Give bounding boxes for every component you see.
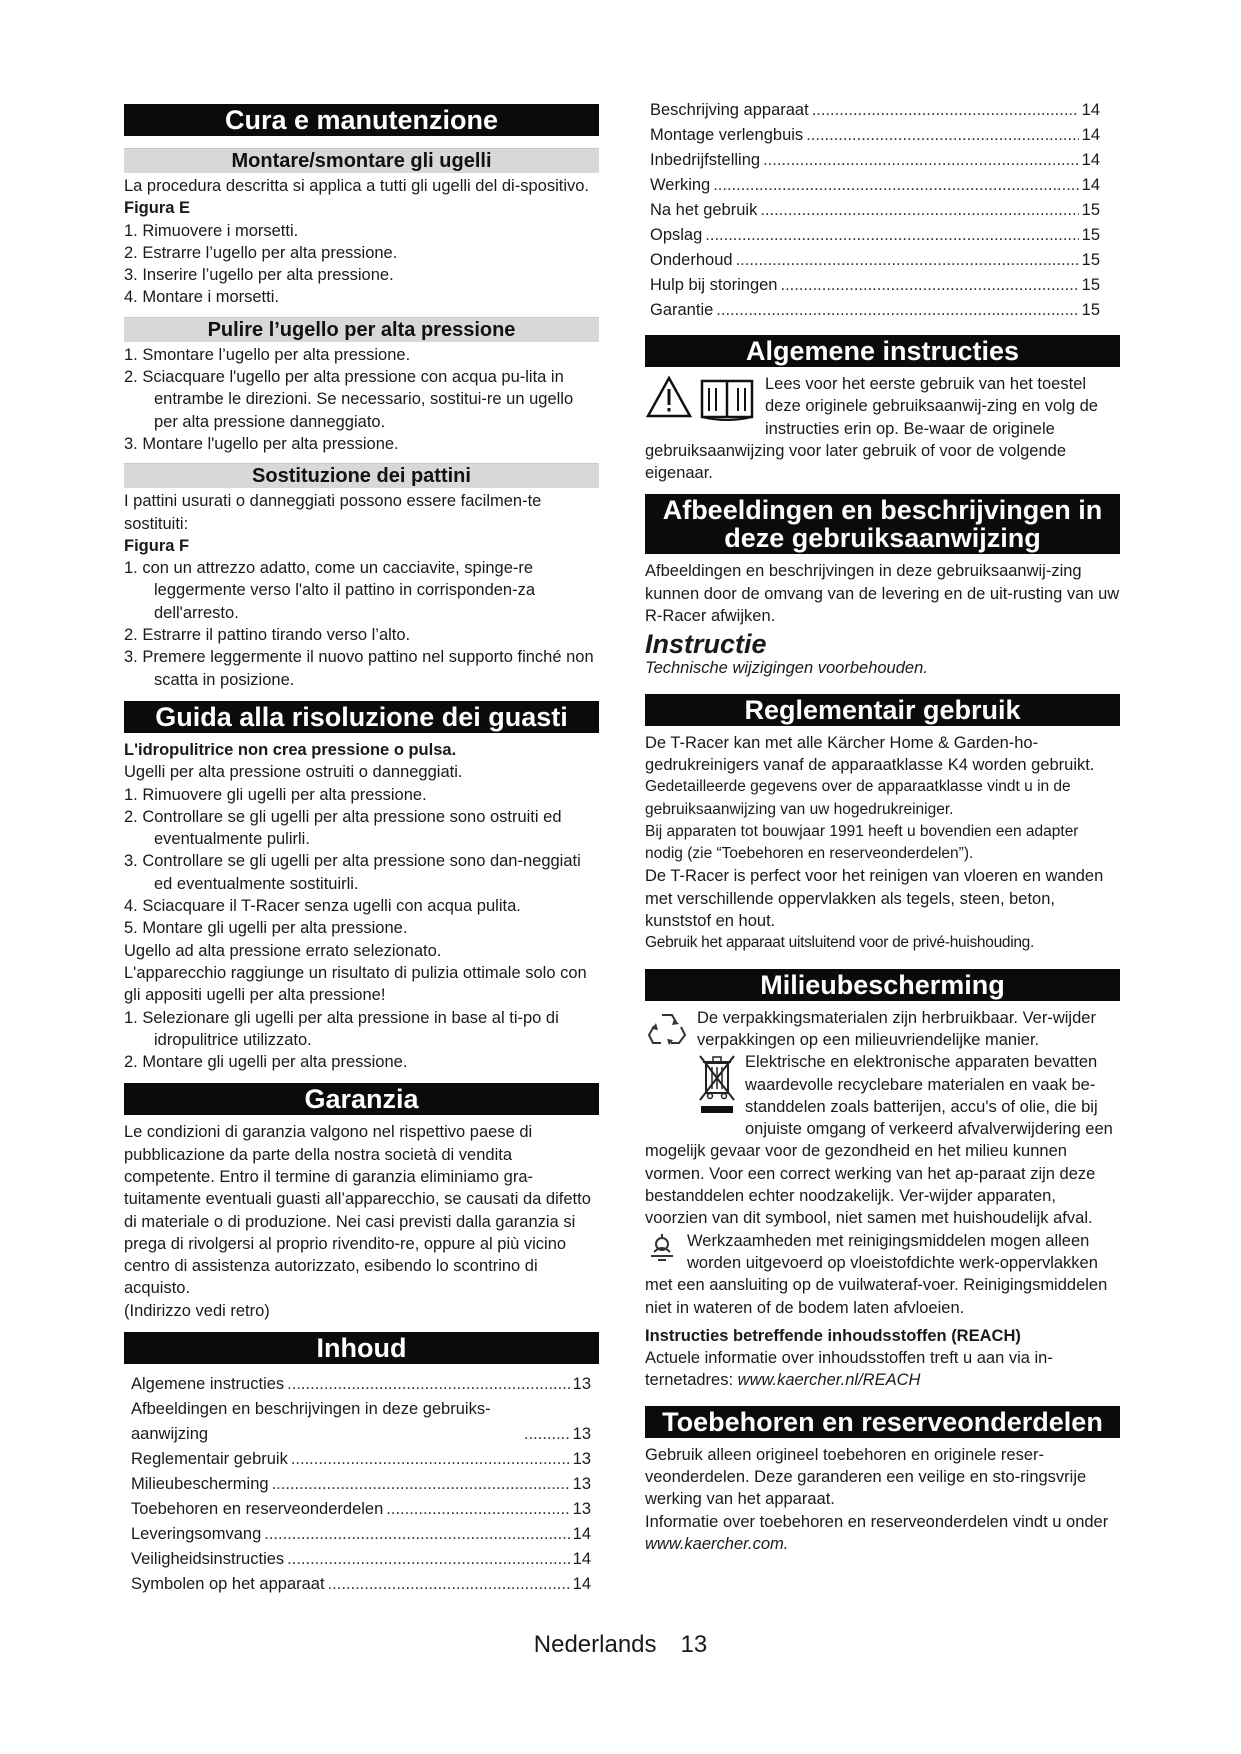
- toc-row[interactable]: [650, 198, 1100, 223]
- toc-row[interactable]: [650, 223, 1100, 248]
- reglementair-text-5: Gebruik het apparaat uitsluitend voor de privé-huishouding.: [645, 934, 1035, 952]
- toc-title: Werking: [650, 176, 711, 194]
- guida-cause-1: Ugelli per alta pressione ostruiti o danneggiati.: [124, 763, 463, 782]
- toc-page: 14: [1081, 176, 1100, 194]
- toc-title: Montage verlengbuis: [650, 126, 804, 144]
- footer-language: Nederlands: [533, 1631, 657, 1658]
- toc-leader: [716, 298, 1078, 323]
- algemene-block: [645, 373, 1120, 484]
- section-title-garanzia: Garanzia: [124, 1083, 599, 1115]
- toc-row[interactable]: [131, 1447, 591, 1472]
- toc-row[interactable]: [650, 148, 1100, 173]
- list-item: 4. Sciacquare il T-Racer senza ugelli con acqua pulita.: [124, 897, 521, 916]
- section-title-reglementair: Reglementair gebruik: [645, 694, 1120, 726]
- milieu-recycle-block: [645, 1007, 1120, 1052]
- montare-steps: [124, 220, 599, 309]
- toc-leader: [328, 1572, 570, 1597]
- list-item: 1. con un attrezzo adatto, come un cacciavite, spinge-re leggermente verso l'alto il pattino in corrisponden-za dell'arresto.: [124, 559, 536, 622]
- list-item: 2. Controllare se gli ugelli per alta pressione sono ostruiti ed eventualmente pulirli.: [124, 807, 562, 849]
- toc-row[interactable]: [131, 1547, 591, 1572]
- toc-title: Opslag: [650, 226, 703, 244]
- list-item: 1. Rimuovere i morsetti.: [124, 221, 299, 240]
- toc-leader: [386, 1497, 569, 1522]
- toebehoren-link[interactable]: www.kaercher.com.: [645, 1534, 789, 1553]
- guida-text-2: L'apparecchio raggiunge un risultato di pulizia ottimale solo con gli appositi ugelli per alta pressione!: [124, 963, 587, 1005]
- toc-page: 14: [1081, 126, 1100, 144]
- toc-page: 15: [1081, 301, 1100, 319]
- guida-cause-2: Ugello ad alta pressione errato selezionato.: [124, 941, 442, 960]
- toc-row[interactable]: [650, 98, 1100, 123]
- pattini-figure-label: Figura F: [124, 536, 190, 555]
- toc-page: 14: [1081, 151, 1100, 169]
- section-title-guida: Guida alla risoluzione dei guasti: [124, 701, 599, 733]
- toc-page: 15: [1081, 251, 1100, 269]
- garanzia-text: Le condizioni di garanzia valgono nel rispettivo paese di pubblicazione da parte della nostra società di vendita competente. Entro il termine di garanzia eliminiamo gra-tuitamente eventuali guasti all’apparecchio, se causati da difetto di materiale o di produzione. Nei casi previsti dalla garanzia si prega di rivolgersi al proprio rivendito-re, oppure al più vicino centro di assistenza autorizzato, esibendo lo scontrino di acquisto.: [124, 1123, 591, 1298]
- toc-leader: [287, 1372, 569, 1397]
- section-title-inhoud: Inhoud: [124, 1332, 599, 1364]
- page-footer: [0, 1631, 1241, 1659]
- toc-row[interactable]: [650, 123, 1100, 148]
- warning-icon: [645, 375, 693, 424]
- list-item: 2. Sciacquare l'ugello per alta pressione con acqua pu-lita in entrambe le direzioni. Se necessario, sostitui-re un ugello per alta pressione danneggiato.: [124, 368, 574, 431]
- milieu-oil-block: [645, 1230, 1120, 1319]
- toc-leader: [806, 123, 1078, 148]
- list-item: 2. Estrarre l’ugello per alta pressione.: [124, 243, 398, 262]
- toc-page: 13: [572, 1475, 591, 1494]
- toc-row[interactable]: [650, 173, 1100, 198]
- reach-text: Actuele informatie over inhoudsstoffen treft u aan via in-ternetadres:: [645, 1349, 1053, 1390]
- milieu-weee-block: [645, 1051, 1120, 1229]
- toc-page: 13: [572, 1425, 591, 1444]
- section-title-toebehoren: Toebehoren en reserveonderdelen: [645, 1406, 1120, 1438]
- toc-leader: [713, 173, 1078, 198]
- toc-row[interactable]: [131, 1572, 591, 1597]
- toc-page: 15: [1081, 226, 1100, 244]
- toc-page: 13: [572, 1500, 591, 1519]
- list-item: 1. Selezionare gli ugelli per alta pressione in base al ti-po di idropulitrice utilizzato.: [124, 1008, 559, 1049]
- list-item: 1. Rimuovere gli ugelli per alta pressione.: [124, 785, 427, 804]
- toc-row[interactable]: [650, 298, 1100, 323]
- right-column: [645, 101, 1120, 1555]
- toc-row[interactable]: [131, 1397, 591, 1447]
- toc-leader: [736, 248, 1079, 273]
- toc-title: Onderhoud: [650, 251, 733, 269]
- page-number: 13: [680, 1631, 708, 1658]
- milieu-text-3: Werkzaamheden met reinigingsmiddelen mogen alleen worden uitgevoerd op vloeistofdichte werk-oppervlakken met een aansluiting op de vuilwateraf-voer. Reinigingsmiddelen niet in wateren of de bodem laten afvloeien.: [645, 1231, 1108, 1317]
- toc-page: 14: [572, 1550, 591, 1569]
- guida-steps-1: [124, 784, 599, 940]
- toc-page: 13: [572, 1450, 591, 1469]
- toc-row[interactable]: [131, 1522, 591, 1547]
- toc-title: Veiligheidsinstructies: [131, 1550, 285, 1569]
- instructie-text: Technische wijzigingen voorbehouden.: [645, 659, 928, 678]
- reach-paragraph: [645, 1347, 1120, 1392]
- toc-title: Afbeeldingen en beschrijvingen in deze gebruiks-aanwijzing: [131, 1400, 491, 1444]
- guida-problem: L'idropulitrice non crea pressione o pulsa.: [124, 740, 457, 759]
- list-item: 3. Montare l'ugello per alta pressione.: [124, 434, 399, 453]
- table-of-contents-right: [645, 98, 1120, 323]
- toebehoren-text-1: Gebruik alleen origineel toebehoren en originele reser-veonderdelen. Deze garanderen een veilige en sto-ringsvrije werking van het apparaat.: [645, 1445, 1087, 1509]
- toc-page: 14: [572, 1525, 591, 1544]
- toc-leader: [812, 98, 1079, 123]
- reglementair-text-4: De T-Racer is perfect voor het reinigen van vloeren en wanden met verschillende oppervlakken als tegels, steen, beton, kunststof en hout.: [645, 867, 1104, 931]
- toc-title: Symbolen op het apparaat: [131, 1575, 325, 1594]
- section-title-milieu: Milieubescherming: [645, 969, 1120, 1001]
- oil-drop-icon: [645, 1232, 679, 1271]
- toc-row[interactable]: [650, 273, 1100, 298]
- list-item: 3. Premere leggermente il nuovo pattino nel supporto finché non scatta in posizione.: [124, 648, 594, 689]
- toc-title: Milieubescherming: [131, 1475, 269, 1494]
- toc-title: Beschrijving apparaat: [650, 101, 809, 119]
- garanzia-address: (Indirizzo vedi retro): [124, 1301, 270, 1320]
- afbeeldingen-text: Afbeeldingen en beschrijvingen in deze gebruiksaanwij-zing kunnen door de omvang van de levering en de uit-rusting van uw R-Racer afwijken.: [645, 562, 1120, 626]
- pattini-steps: [124, 557, 599, 691]
- pattini-intro: I pattini usurati o danneggiati possono essere facilmen-te sostituiti:: [124, 492, 542, 533]
- toc-row[interactable]: [131, 1497, 591, 1522]
- table-of-contents-left: [124, 1372, 599, 1597]
- left-column: [124, 104, 599, 1597]
- toc-leader: [291, 1447, 570, 1472]
- reglementair-text-3: Bij apparaten tot bouwjaar 1991 heeft u bovendien een adapter nodig (zie “Toebehoren en reserveonderdelen”).: [645, 822, 1079, 863]
- subsection-title-montare: Montare/smontare gli ugelli: [124, 148, 599, 173]
- list-item: 3. Controllare se gli ugelli per alta pressione sono dan-neggiati ed eventualmente sostituirli.: [124, 852, 581, 893]
- toc-title: Toebehoren en reserveonderdelen: [131, 1500, 384, 1519]
- toc-title: Garantie: [650, 301, 714, 319]
- afbeeldingen-title-line-2: deze gebruiksaanwijzing: [724, 523, 1041, 554]
- reach-link[interactable]: www.kaercher.nl/REACH: [737, 1371, 921, 1390]
- list-item: 2. Montare gli ugelli per alta pressione.: [124, 1053, 408, 1072]
- toc-leader: [287, 1547, 569, 1572]
- toc-leader: [763, 148, 1079, 173]
- list-item: 3. Inserire l’ugello per alta pressione.: [124, 266, 394, 285]
- reglementair-text-1: De T-Racer kan met alle Kärcher Home & Garden-ho-gedrukreinigers vanaf de apparaatklasse K4 worden gebruikt.: [645, 733, 1095, 774]
- toc-leader: [272, 1472, 570, 1497]
- toc-page: 14: [1081, 101, 1100, 119]
- toebehoren-paragraph-2: [645, 1511, 1120, 1556]
- manual-book-icon: [699, 375, 755, 428]
- toc-page: 13: [572, 1375, 591, 1394]
- toc-row[interactable]: [131, 1372, 591, 1397]
- montare-intro: La procedura descritta si applica a tutti gli ugelli del di-spositivo.: [124, 177, 589, 195]
- section-title-cura: Cura e manutenzione: [124, 104, 599, 136]
- toc-leader: [705, 223, 1078, 248]
- list-item: 5. Montare gli ugelli per alta pressione.: [124, 919, 408, 938]
- instructie-title: Instructie: [645, 629, 767, 660]
- toc-page: 15: [1081, 276, 1100, 294]
- milieu-text-2: Elektrische en elektronische apparaten bevatten waardevolle recyclebare materialen en vaak be-standdelen zoals batterijen, accu's of olie, die bij onjuiste omgang of verkeerd afvalverwijdering een mogelijk gevaar voor de gezondheid en het milieu kunnen vormen. Voor een correct werking van het ap-paraat zijn deze bestanddelen echter noodzakelijk. Ver-wijder apparaten, voorzien van dit symbool, niet samen met huishoudelijk afval.: [645, 1053, 1113, 1228]
- reglementair-text-2: Gedetailleerde gegevens over de apparaatklasse vindt u in de gebruiksaanwijzing van uw hogedrukreiniger.: [645, 778, 1071, 818]
- subsection-title-pattini: Sostituzione dei pattini: [124, 463, 599, 488]
- list-item: 1. Smontare l’ugello per alta pressione.: [124, 345, 411, 364]
- toc-title: Na het gebruik: [650, 201, 758, 219]
- toc-title: Inbedrijfstelling: [650, 151, 761, 169]
- toc-page: 15: [1081, 201, 1100, 219]
- toc-leader: [264, 1522, 569, 1547]
- algemene-text: Lees voor het eerste gebruik van het toestel deze originele gebruiksaanwij-zing en volg de instructies erin op. Be-waar de originele gebruiksaanwijzing voor later gebruik of voor de volgende eigenaar.: [645, 375, 1098, 483]
- toc-leader: [781, 273, 1079, 298]
- toc-leader: [524, 1422, 570, 1447]
- montare-figure-label: Figura E: [124, 199, 191, 218]
- toc-title: Leveringsomvang: [131, 1525, 262, 1544]
- section-title-afbeeldingen: [645, 494, 1120, 554]
- toc-title: Hulp bij storingen: [650, 276, 778, 294]
- toc-title: Algemene instructies: [131, 1375, 285, 1394]
- toc-row[interactable]: [131, 1472, 591, 1497]
- toebehoren-text-2: Informatie over toebehoren en reserveonderdelen vindt u onder: [645, 1512, 1109, 1531]
- crossed-bin-icon: [697, 1053, 737, 1122]
- pulire-steps: [124, 344, 599, 455]
- toc-leader: [760, 198, 1078, 223]
- section-title-algemene: Algemene instructies: [645, 335, 1120, 367]
- reach-title: Instructies betreffende inhoudsstoffen (REACH): [645, 1326, 1021, 1345]
- toc-page: 14: [572, 1575, 591, 1594]
- milieu-text-1: De verpakkingsmaterialen zijn herbruikbaar. Ver-wijder verpakkingen op een milieuvriendelijke manier.: [697, 1008, 1096, 1049]
- toc-title: Reglementair gebruik: [131, 1450, 288, 1469]
- list-item: 2. Estrarre il pattino tirando verso l’alto.: [124, 626, 411, 645]
- guida-steps-2: [124, 1007, 599, 1074]
- list-item: 4. Montare i morsetti.: [124, 288, 279, 307]
- afbeeldingen-title-line-1: Afbeeldingen en beschrijvingen in: [662, 495, 1103, 526]
- recycle-icon: [645, 1009, 689, 1054]
- subsection-title-pulire: Pulire l’ugello per alta pressione: [124, 317, 599, 342]
- toc-row[interactable]: [650, 248, 1100, 273]
